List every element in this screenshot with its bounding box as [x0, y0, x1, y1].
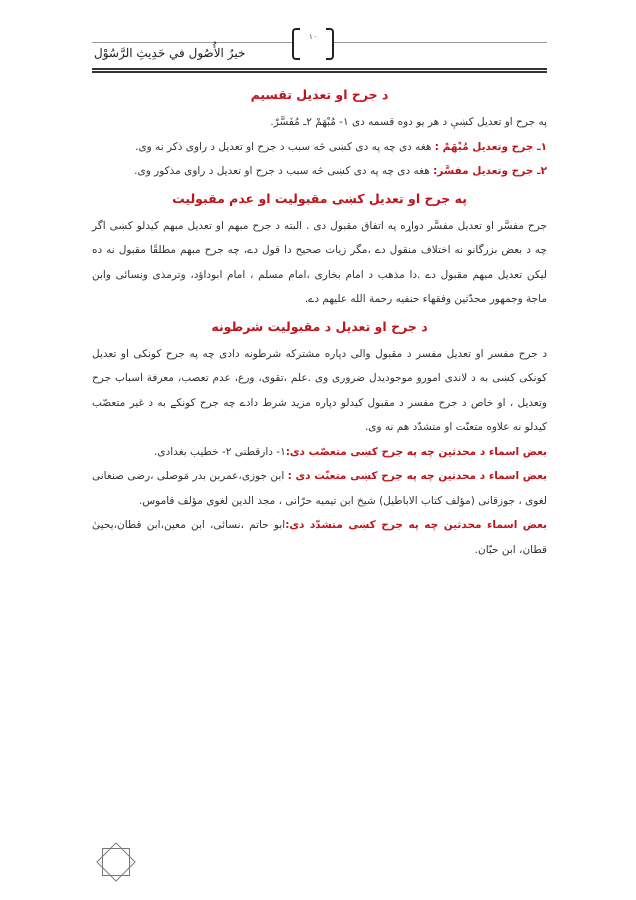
paragraph: [92, 159, 547, 184]
page-number-text: ١٠: [308, 32, 318, 41]
footer-ornament-square: [102, 848, 130, 876]
page-number: [292, 28, 334, 58]
paragraph-lead: ٢ـ جرح وتعديل مفسَّر:: [433, 165, 547, 177]
paragraph-text: ابو حاتم ،نسائی، ابن معین،ابن قطان،یحییٰ قطان، ابن حبّان.: [92, 519, 547, 556]
paragraph-lead: بعض اسماء د محدثین چه په جرح کښی متعنّت دی :: [287, 470, 547, 482]
paragraph-text: جرح مفسَّر او تعدیل مفسَّر دواړه په اتفاق مقبول دی . البته د جرح مبهم او تعدیل مبهم کیدلو کښی اگر چه د بعض بزرگانو نه اختلاف منقول دے ،مگر زیات صحیح دا قول دے، چه جرح مبهم مطلقًا مقبول نه ده لیکن تعدیل مبهم مقبول دے .دا مذهب د امام بخاری ،امام مسلم ، امام ابوداؤد، وترمذی ونسائی وابن ماجة وجمهور محدّثین وفقهاء حنفیه رحمة الله علیهم دے.: [92, 219, 547, 305]
paragraph-text: ابن جوزی،عمربن بدر مَوصلی ،رضی صنعانی لغوی ، جوزقانی (مؤلف کتاب الاباطیل) شیخ ابن تیمیه حرّانی ، مجد الدین لغوی مؤلف قاموس.: [92, 470, 547, 507]
paragraph-text: هغه دی چه په دی کښی څه سبب د جرح او تعدیل د راوی مذکور وی.: [134, 165, 434, 177]
paragraph-text: په جرح او تعدیل کښې د هر يو دوه قسمه دی ١- مُبْهَمْ ٢ـ مُفَسَّرْ.: [270, 116, 547, 128]
paragraph: [92, 214, 547, 312]
double-rule: [92, 68, 547, 73]
page-content: [92, 80, 547, 562]
paragraph-text: د جرح مفسر او تعدیل مفسر د مقبول والی دپاره مشترکه شرطونه دادی چه په جرح کونکی او تعدیل کونکی کښی به د لاندی امورو موجودیدل ضروری وی .علم ،تقوی، ورع، عدم تعصب، معرفة اسباب جرح وتعدیل ، او خاص د جرح مفسر د مقبول کیدلو دپاره مزید شرط دادے چه جرح کونکے به د غیر متعصّب کیدلو نه علاوه متعنّت او متشدّد هم نه وی.: [92, 347, 547, 433]
paragraph-text: ١- دارقطنی ٢- خطیب بغدادی.: [154, 445, 286, 458]
paragraph-lead: بعض اسماء د محدثین چه په جرح کښی متعصّب دی:: [285, 445, 547, 458]
paragraph: [92, 135, 547, 160]
paragraph-text: هغه دی چه په دی کښی څه سبب د جرح او تعدیل د راوی ذکر نه وی.: [135, 140, 435, 153]
section-heading: د جرح او تعدیل تقسیم: [250, 87, 389, 102]
book-title: خيرُ الأُصُول في حَدِيثِ الرَّسُوْل: [94, 46, 246, 60]
paragraph: [92, 440, 547, 465]
paragraph: [92, 110, 547, 135]
paragraph-lead: ١ـ جرح وتعديل مُبْهَمْ :: [434, 140, 547, 153]
paragraph: [92, 464, 547, 513]
paragraph: [92, 342, 547, 440]
section-heading: د جرح او تعدیل د مقبولیت شرطونه: [211, 318, 428, 334]
paragraph: [92, 513, 547, 562]
section-heading: په جرح او تعدیل کښی مقبولیت او عدم مقبولیت: [172, 190, 467, 206]
paragraph-lead: بعض اسماء محدثین چه په جرح کښی متشدّد دی:: [285, 519, 547, 531]
